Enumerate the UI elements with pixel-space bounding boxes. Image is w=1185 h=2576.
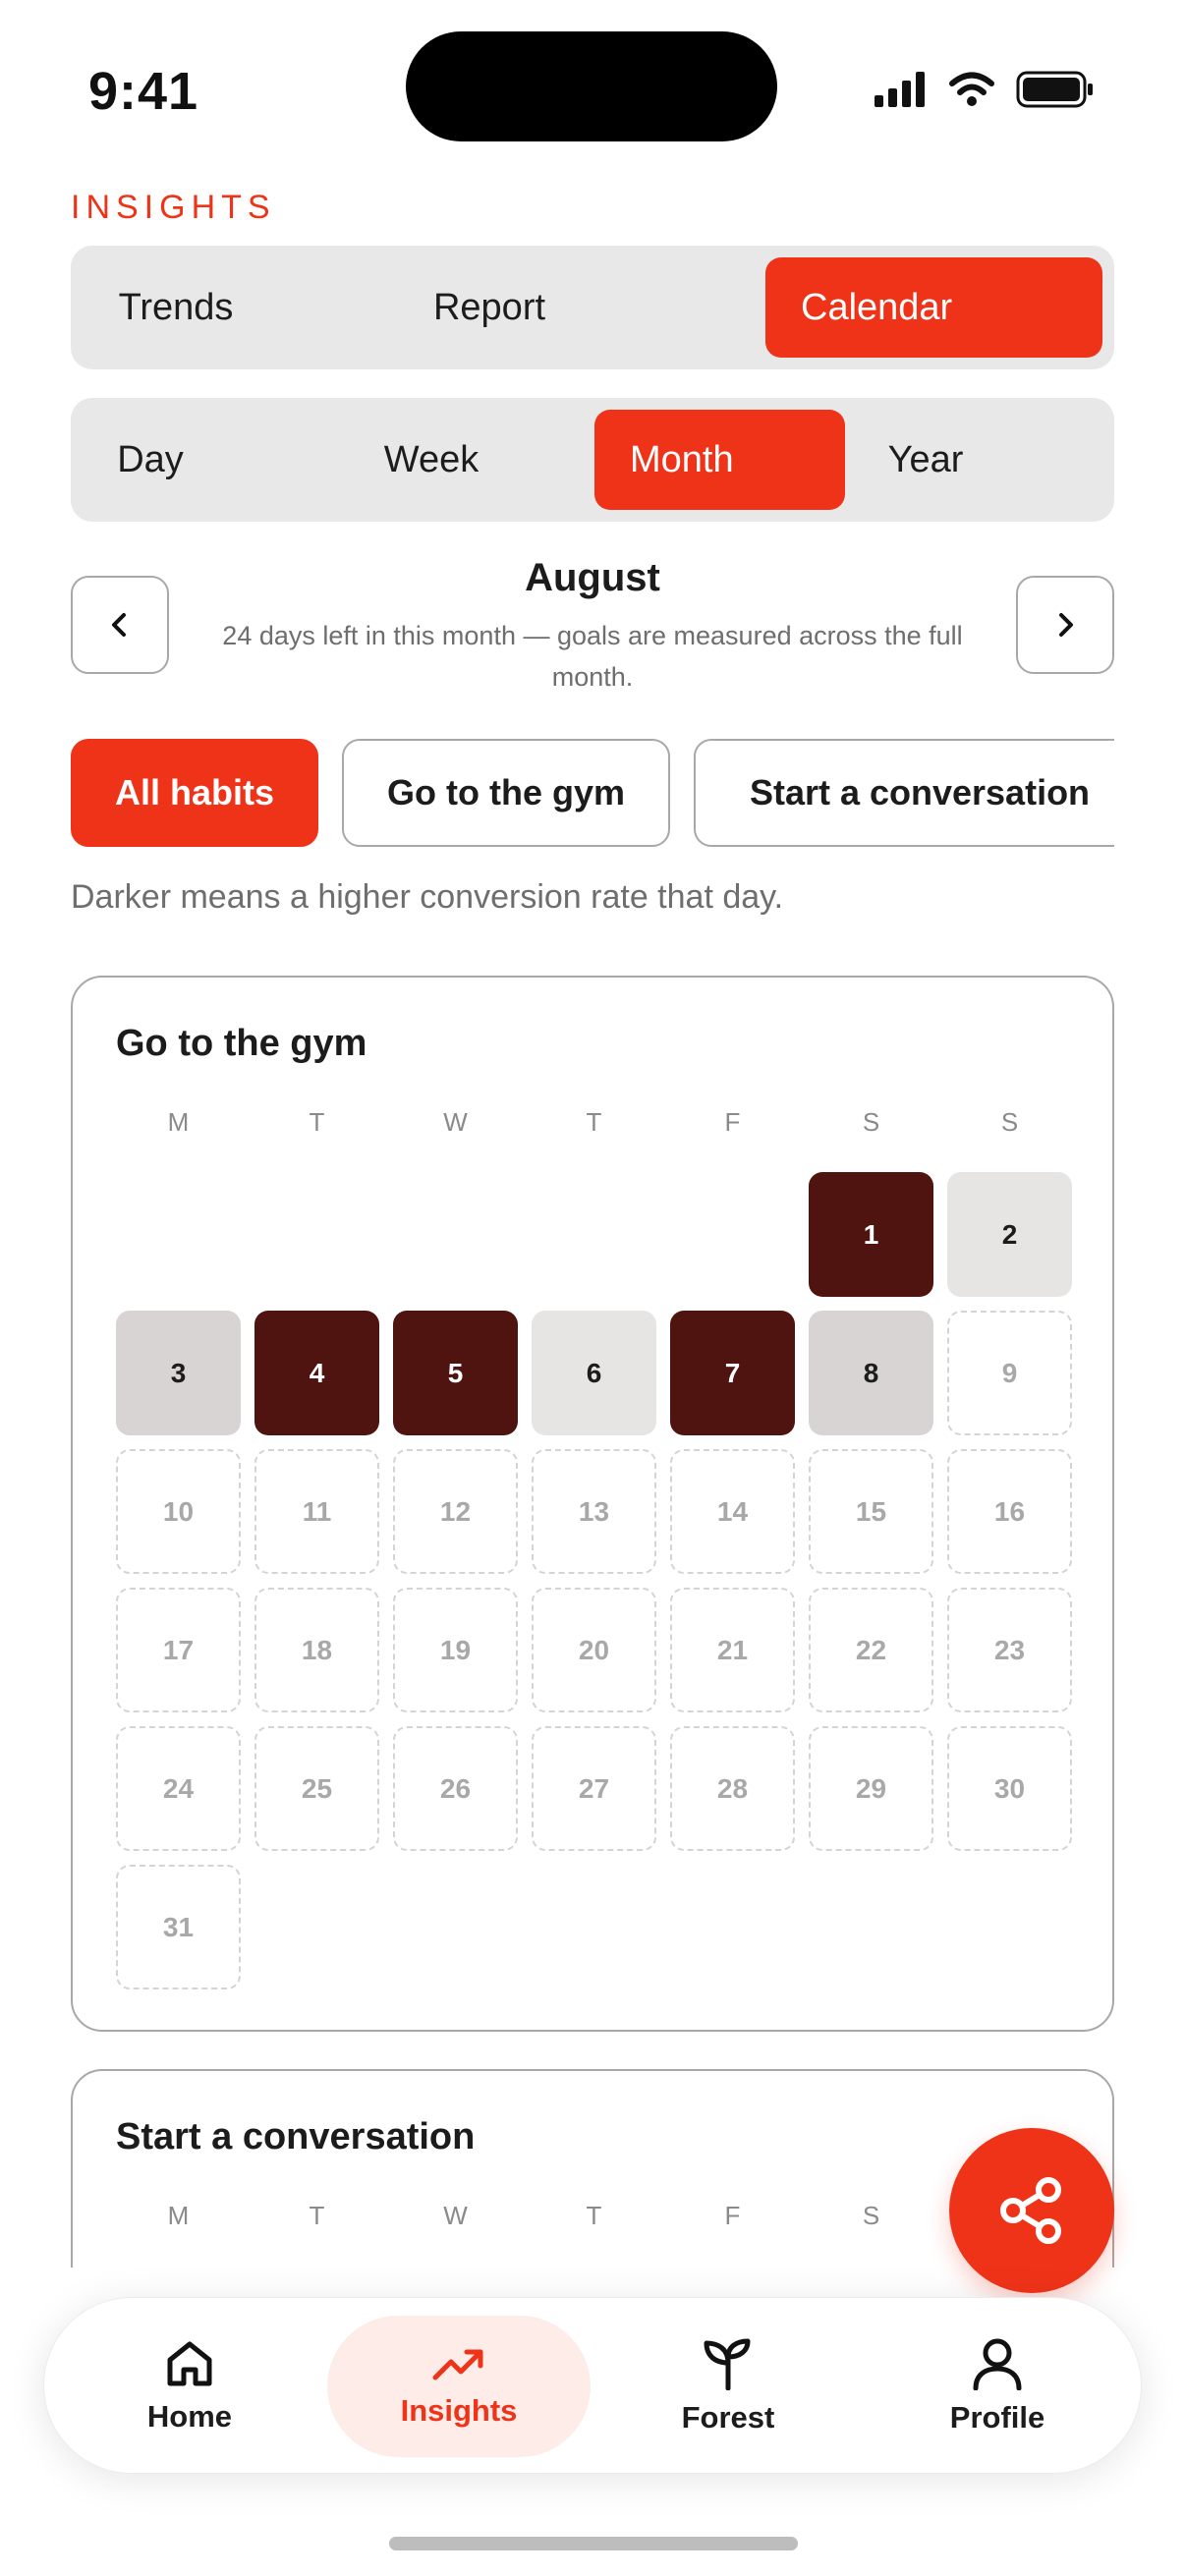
tab-month[interactable]: Month bbox=[594, 410, 845, 510]
calendar-day-20[interactable]: 20 bbox=[532, 1588, 656, 1712]
calendar-day-27[interactable]: 27 bbox=[532, 1726, 656, 1851]
home-icon bbox=[164, 2338, 215, 2389]
weekday-label: F bbox=[724, 2201, 741, 2230]
card-title: Start a conversation bbox=[116, 2116, 476, 2157]
calendar-day-21[interactable]: 21 bbox=[670, 1588, 795, 1712]
weekday-label: T bbox=[586, 2201, 602, 2230]
calendar-day-30[interactable]: 30 bbox=[947, 1726, 1072, 1851]
tab-calendar[interactable]: Calendar bbox=[765, 257, 1102, 358]
month-subtitle: 24 days left in this month — goals are measured across the full month. bbox=[222, 621, 963, 692]
weekday-header bbox=[116, 1107, 1081, 1147]
calendar-day-17[interactable]: 17 bbox=[116, 1588, 241, 1712]
calendar-day-19[interactable]: 19 bbox=[393, 1588, 518, 1712]
habit-calendar-card bbox=[71, 976, 1114, 2032]
weekday-label: W bbox=[443, 2201, 468, 2230]
nav-label: Home bbox=[146, 2399, 233, 2434]
calendar-day-24[interactable]: 24 bbox=[116, 1726, 241, 1851]
calendar-day-26[interactable]: 26 bbox=[393, 1726, 518, 1851]
sprout-icon bbox=[703, 2337, 754, 2390]
calendar-day-10[interactable]: 10 bbox=[116, 1449, 241, 1574]
tab-trends[interactable]: Trends bbox=[118, 286, 234, 328]
calendar-day-13[interactable]: 13 bbox=[532, 1449, 656, 1574]
calendar-day-8[interactable]: 8 bbox=[809, 1311, 933, 1435]
trending-up-icon bbox=[431, 2344, 486, 2383]
weekday-label: S bbox=[862, 1107, 880, 1137]
legend-hint: Darker means a higher conversion rate that day. bbox=[71, 878, 784, 916]
tab-week[interactable]: Week bbox=[383, 438, 480, 480]
calendar-day-9[interactable]: 9 bbox=[947, 1311, 1072, 1435]
home-indicator bbox=[389, 2537, 798, 2550]
calendar-day-31[interactable]: 31 bbox=[116, 1865, 241, 1989]
tab-report[interactable]: Report bbox=[432, 286, 546, 328]
user-icon bbox=[972, 2337, 1023, 2390]
status-time: 9:41 bbox=[88, 62, 199, 121]
calendar-day-28[interactable]: 28 bbox=[670, 1726, 795, 1851]
nav-profile[interactable] bbox=[866, 2316, 1129, 2457]
chip-all-habits[interactable]: All habits bbox=[71, 739, 318, 847]
weekday-header bbox=[116, 2201, 1081, 2240]
weekday-label: T bbox=[309, 1107, 325, 1137]
month-title: August bbox=[525, 556, 660, 599]
share-button[interactable] bbox=[949, 2128, 1114, 2293]
calendar-day-3[interactable]: 3 bbox=[116, 1311, 241, 1435]
calendar-day-15[interactable]: 15 bbox=[809, 1449, 933, 1574]
chip-go-to-the-gym[interactable]: Go to the gym bbox=[342, 739, 670, 847]
share-icon bbox=[999, 2176, 1064, 2245]
calendar-day-2[interactable]: 2 bbox=[947, 1172, 1072, 1297]
calendar-day-5[interactable]: 5 bbox=[393, 1311, 518, 1435]
calendar-day-25[interactable]: 25 bbox=[254, 1726, 379, 1851]
section-label: INSIGHTS bbox=[71, 189, 276, 226]
calendar-day-11[interactable]: 11 bbox=[254, 1449, 379, 1574]
weekday-label: F bbox=[724, 1107, 741, 1137]
calendar-day-23[interactable]: 23 bbox=[947, 1588, 1072, 1712]
tab-day[interactable]: Day bbox=[117, 438, 184, 480]
bottom-nav bbox=[43, 2297, 1142, 2474]
chip-start-a-conversation[interactable]: Start a conversation bbox=[694, 739, 1114, 847]
nav-label: Insights bbox=[400, 2393, 518, 2428]
weekday-label: T bbox=[586, 1107, 602, 1137]
tab-year[interactable]: Year bbox=[887, 438, 964, 480]
calendar-day-7[interactable]: 7 bbox=[670, 1311, 795, 1435]
nav-forest[interactable] bbox=[596, 2316, 860, 2457]
weekday-label: M bbox=[167, 1107, 190, 1137]
calendar-day-18[interactable]: 18 bbox=[254, 1588, 379, 1712]
calendar-day-4[interactable]: 4 bbox=[254, 1311, 379, 1435]
card-title: Go to the gym bbox=[116, 1023, 367, 1064]
calendar-day-14[interactable]: 14 bbox=[670, 1449, 795, 1574]
nav-insights[interactable] bbox=[327, 2316, 591, 2457]
nav-label: Forest bbox=[681, 2400, 775, 2435]
calendar-day-1[interactable]: 1 bbox=[809, 1172, 933, 1297]
calendar-day-29[interactable]: 29 bbox=[809, 1726, 933, 1851]
weekday-label: S bbox=[862, 2201, 880, 2230]
weekday-label: M bbox=[167, 2201, 190, 2230]
calendar-day-6[interactable]: 6 bbox=[532, 1311, 656, 1435]
calendar-day-16[interactable]: 16 bbox=[947, 1449, 1072, 1574]
nav-home[interactable] bbox=[58, 2316, 321, 2457]
calendar-day-12[interactable]: 12 bbox=[393, 1449, 518, 1574]
weekday-label: T bbox=[309, 2201, 325, 2230]
nav-label: Profile bbox=[949, 2400, 1045, 2435]
weekday-label: W bbox=[443, 1107, 468, 1137]
calendar-day-22[interactable]: 22 bbox=[809, 1588, 933, 1712]
weekday-label: S bbox=[1000, 1107, 1019, 1137]
